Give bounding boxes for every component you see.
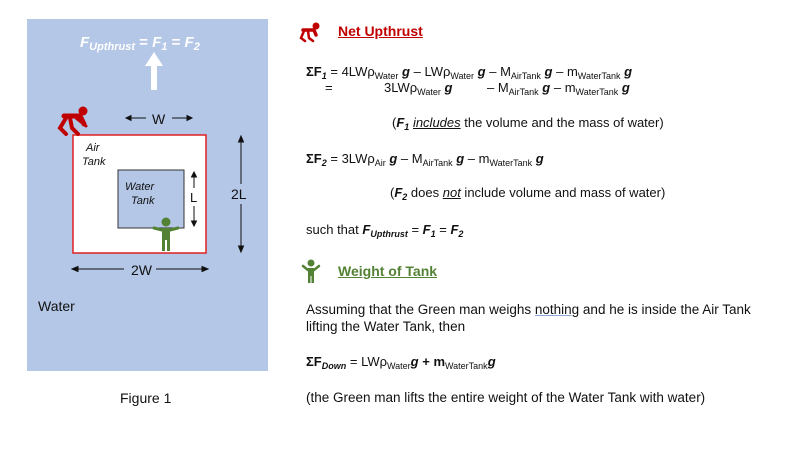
red-man-figure [60,107,88,135]
net-upthrust-heading: Net Upthrust [338,23,423,39]
f1-note: ($F_1$ includes the volume and the mass of water) [392,115,664,132]
such-that-line: such that $F_{Upthrust} = F_1 = F_2$ [306,222,464,239]
label-l: L [190,190,198,205]
label-2w: 2W [131,262,152,278]
panel-title: $F_{Upthrust} = F_1 = F_2$ [80,34,200,53]
fdown-equation: $\Sigma F_{Down} = LW\rho_{Water}g + m_{WaterTank}g$ [306,354,496,371]
f1-equation-line2: 3LWρ$_{Water}$ g [384,80,453,97]
f2-equation: $\Sigma F_2 = 3LW\rho_{Air}$ g – $M_{AirTank}$ g – $m_{WaterTank}$ g [306,151,544,168]
f1-equation-line2-eq: = [325,80,333,95]
weight-of-tank-heading: Weight of Tank [338,263,438,279]
f1-equation-line2-rest: – $M_{AirTank}$ g – $m_{WaterTank}$ g [487,80,630,97]
label-w: W [152,111,166,127]
label-water: Water [38,298,75,314]
assume-line1: Assuming that the Green man weighs nothing and he is inside the Air Tank [306,302,751,317]
upthrust-arrow [145,52,163,90]
label-2l: 2L [231,186,247,202]
label-water-tank-line2: Tank [131,195,155,207]
label-air-tank-line1: Air [86,142,100,154]
green-man-icon [303,260,319,284]
f1-equation-line1: $\Sigma F_1 = 4LW\rho_{Water}$ g – LWρ$_{Water}$ g – $M_{AirTank}$ g – $m_{WaterTank}$ g [306,64,633,81]
red-man-icon [301,23,320,42]
figure-caption: Figure 1 [120,390,172,406]
label-air-tank-line2: Tank [82,156,106,168]
f2-note: ($F_2$ does not include volume and mass of water) [390,185,666,202]
closing-note: (the Green man lifts the entire weight of the Water Tank with water) [306,390,706,405]
label-water-tank-line1: Water [125,181,155,193]
assume-line2: lifting the Water Tank, then [306,319,466,334]
